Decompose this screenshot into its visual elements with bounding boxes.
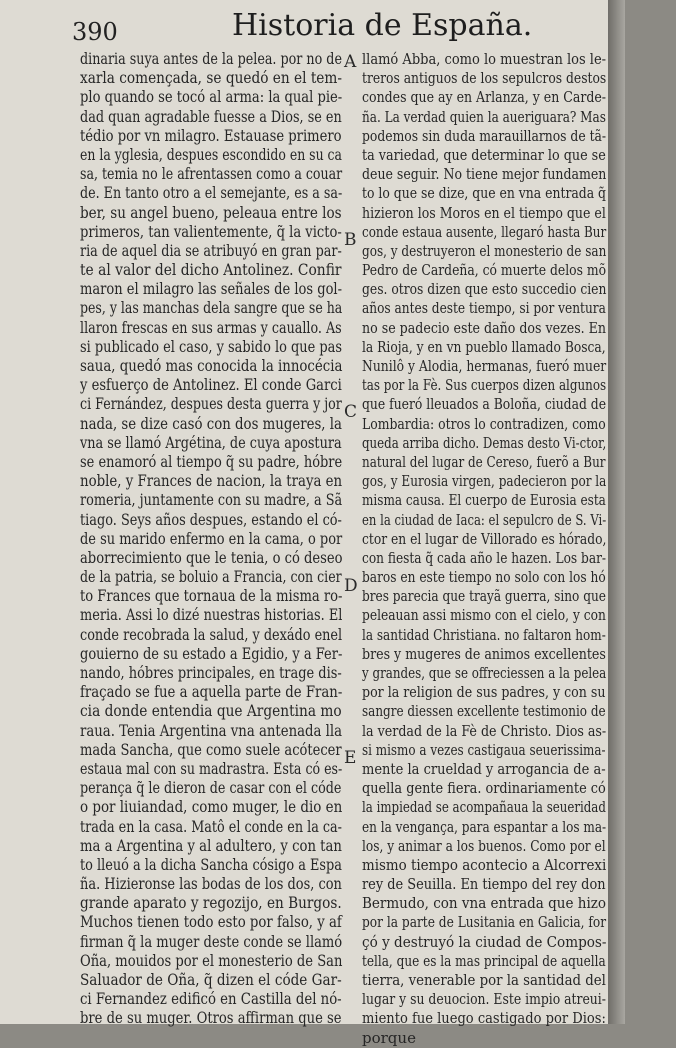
margin-letter-d: D	[344, 576, 358, 596]
text-line-right: gos, y Eurosia virgen, padecieron por la	[362, 472, 607, 491]
text-line-right: y grandes, que se offreciessen a la pelea	[362, 664, 607, 682]
text-line-left: mada Sancha, que como suele acótecer	[80, 740, 342, 759]
text-line-left: ria de aquel dia se atribuyó en gran par-	[80, 241, 342, 260]
text-line-right: çó y destruyó la ciudad de Compos-	[362, 932, 607, 951]
text-line-left: ma a Argentina y al adultero, y con tan	[80, 836, 342, 855]
text-line-right: la impiedad se acompañaua la seueridad	[362, 798, 606, 817]
text-line-left: tiago. Seys años despues, estando el có-	[80, 510, 342, 529]
text-line-left: trada en la casa. Matô el conde en la ca-	[80, 817, 342, 836]
text-line-left: maron el milagro las señales de los gol-	[80, 280, 343, 299]
text-line-left: y esfuerço de Antolinez. El conde Garci	[80, 376, 342, 395]
text-line-left: saua, quedó mas conocida la innocécia	[80, 357, 343, 375]
text-line-left: primeros, tan valientemente, q̃ la victo-	[80, 222, 342, 241]
text-line-left: estaua mal con su madrastra. Esta có es-	[80, 759, 343, 778]
text-line-left: Oña, mouidos por el monesterio de San	[80, 951, 343, 970]
text-line-left: ci Fernandez edificó en Castilla del nó-	[80, 990, 342, 1009]
text-line-right: porque	[362, 1028, 416, 1047]
text-line-right: ta variedad, que determinar lo que se	[362, 145, 606, 164]
text-line-right: to lo que se dize, que en vna entrada q̃	[362, 184, 607, 203]
text-line-left: se enamoró al tiempo q̃ su padre, hóbre	[80, 452, 343, 471]
text-line-left: de la patria, se boluio a Francia, con cier	[80, 568, 342, 587]
text-line-left: grande aparato y regozijo, en Burgos.	[80, 894, 342, 913]
running-head: Historia de España.	[232, 8, 533, 43]
text-line-right: bres y mugeres de animos excellentes	[362, 644, 606, 663]
text-line-left: plo quando se tocó al arma: la qual pie-	[80, 88, 343, 107]
margin-letter-e: E	[344, 748, 357, 768]
text-line-left: raua. Tenia Argentina vna antenada lla	[80, 721, 343, 740]
text-line-left: romeria, juntamente con su madre, a Sã	[80, 491, 343, 510]
text-line-left: Muchos tienen todo esto por falso, y af	[80, 913, 342, 932]
text-line-right: hizieron los Moros en el tiempo que el	[362, 203, 606, 222]
text-line-left: en la yglesia, despues escondido en su ca	[80, 145, 342, 164]
text-line-left: dad quan agradable fuesse a Dios, se en	[80, 107, 342, 126]
text-line-right: treros antiguos de los sepulcros destos	[362, 69, 607, 88]
text-line-left: fraçado se fue a aquella parte de Fran-	[80, 683, 343, 702]
text-line-left: Saluador de Oña, q̃ dizen el códe Gar-	[80, 971, 342, 989]
text-line-right: mismo tiempo acontecio a Alcorrexi	[362, 855, 607, 874]
text-line-right: Pedro de Cardeña, có muerte delos mõ	[362, 261, 607, 280]
text-line-right: que fueró lleuados a Boloña, ciudad de	[362, 395, 607, 414]
text-line-right: en la ciudad de Iaca: el sepulcro de S. Vi-	[362, 510, 607, 529]
text-line-left: conde recobrada la salud, y dexádo enel	[80, 625, 343, 644]
text-line-left: cia donde entendia que Argentina mo	[80, 702, 342, 721]
left-text-column	[80, 50, 404, 1029]
text-line-left: pes, y las manchas dela sangre que se ha	[80, 299, 343, 318]
text-line-left: vna se llamó Argétina, de cuya apostura	[80, 433, 342, 452]
text-line-left: nada, se dize casó con dos mugeres, la	[80, 414, 342, 433]
text-line-right: la Rioja, y en vn pueblo llamado Bosca,	[362, 337, 606, 356]
text-line-left: aborrecimiento que le tenia, o có deseo	[80, 548, 343, 567]
page-number: 390	[72, 18, 118, 46]
text-line-left: to lleuó a la dicha Sancha cósigo a Espa	[80, 855, 342, 874]
text-line-right: años antes deste tiempo, si por ventura	[362, 299, 606, 318]
margin-letter-a: A	[344, 52, 357, 72]
text-line-right: tierra, venerable por la santidad del	[362, 971, 606, 989]
text-line-left: de su marido enfermo en la cama, o por	[80, 529, 343, 548]
text-line-right: queda arriba dicho. Demas desto Vi-ctor,	[362, 433, 607, 452]
text-line-left: perança q̃ le dieron de casar con el códe	[80, 779, 342, 798]
text-line-right: no se padecio este daño dos vezes. En	[362, 318, 607, 337]
text-line-right: ña. La verdad quien la aueriguara? Mas	[362, 107, 606, 126]
text-line-left: firman q̃ la muger deste conde se llamó	[80, 932, 343, 951]
text-line-left: xarla començada, se quedó en el tem-	[80, 69, 342, 88]
text-line-right: en la vengança, para espantar a los ma-	[362, 817, 607, 836]
text-line-left: meria. Assi lo dizé nuestras historias. El	[80, 606, 343, 625]
text-line-right: Nunilô y Alodia, hermanas, fueró muer	[362, 357, 607, 375]
text-line-right: sangre diessen excellente testimonio de	[362, 702, 606, 721]
text-line-left: de. En tanto otro a el semejante, es a sa-	[80, 184, 343, 203]
text-line-left: ci Fernández, despues desta guerra y jor	[80, 395, 342, 414]
text-line-left: noble, y Frances de nacion, la traya en	[80, 472, 343, 491]
text-line-left: ña. Hizieronse las bodas de los dos, con	[80, 875, 342, 894]
text-line-right: ctor en el lugar de Villorado es hórado,	[362, 529, 607, 548]
text-line-right: tas por la Fè. Sus cuerpos dizen algunos	[362, 376, 607, 395]
text-line-right: miento fue luego castigado por Dios:	[362, 1009, 606, 1028]
text-line-right: la verdad de la Fè de Christo. Dios as-	[362, 721, 607, 740]
page-edge-shadow	[608, 0, 625, 1024]
text-line-left: te al valor del dicho Antolinez. Confir	[80, 261, 342, 280]
text-line-right: por la religion de sus padres, y con su	[362, 683, 606, 702]
text-line-right: quella gente fiera. ordinariamente có	[362, 779, 606, 798]
text-line-right: con fiesta q̃ cada año le hazen. Los bar-	[362, 548, 607, 567]
text-line-right: peleauan assi mismo con el cielo, y con	[362, 606, 606, 625]
text-line-left: dinaria suya antes de la pelea. por no de	[80, 50, 342, 68]
text-line-right: Lombardia: otros lo contradizen, como	[362, 414, 606, 433]
text-line-left: si publicado el caso, y sabido lo que pas	[80, 337, 342, 356]
text-line-right: Bermudo, con vna entrada que hizo	[362, 894, 607, 913]
text-line-left: to Frances que tornaua de la misma ro-	[80, 587, 343, 606]
text-line-right: misma causa. El cuerpo de Eurosia esta	[362, 491, 606, 510]
text-line-right: por la parte de Lusitania en Galicia, for	[362, 913, 607, 932]
text-line-right: podemos sin duda marauillarnos de tã-	[362, 126, 607, 145]
text-line-right: mente la crueldad y arrogancia de a-	[362, 759, 606, 778]
text-line-right: lugar y su deuocion. Este impio atreui-	[362, 990, 606, 1009]
text-line-right: natural del lugar de Cereso, fuerõ a Bur	[362, 452, 606, 471]
text-line-right: rey de Seuilla. En tiempo del rey don	[362, 875, 606, 894]
text-line-left: sa, temia no le afrentassen como a couar	[80, 165, 343, 184]
right-text-column	[362, 50, 676, 1048]
text-line-left: o por liuiandad, como muger, le dio en	[80, 798, 343, 817]
text-line-right: bres parecia que trayã guerra, sino que	[362, 587, 606, 606]
text-line-right: los, y animar a los buenos. Como por el	[362, 836, 606, 855]
text-line-left: bre de su muger. Otros affirman que se	[80, 1009, 342, 1028]
text-line-right: llamó Abba, como lo muestran los le-	[362, 50, 607, 68]
text-line-left: gouierno de su estado a Egidio, y a Fer-	[80, 644, 343, 663]
text-line-right: deue seguir. No tiene mejor fundamen	[362, 165, 607, 184]
text-line-left: ber, su angel bueno, peleaua entre los	[80, 203, 342, 222]
text-line-right: si mismo a vezes castigaua seuerissima-	[362, 740, 606, 759]
text-line-right: tella, que es la mas principal de aquella	[362, 951, 606, 970]
page-header	[0, 0, 608, 50]
text-line-right: condes que ay en Arlanza, y en Carde-	[362, 88, 607, 107]
margin-letter-b: B	[344, 230, 357, 250]
text-line-right: baros en este tiempo no solo con los hó	[362, 568, 606, 587]
text-line-left: tédio por vn milagro. Estauase primero	[80, 126, 342, 145]
text-line-left: nando, hóbres principales, en trage dis-	[80, 664, 342, 682]
text-line-left: llaron frescas en sus armas y cauallo. As	[80, 318, 342, 337]
text-line-right: gos, y destruyeron el monesterio de san	[362, 241, 607, 260]
margin-letter-c: C	[344, 402, 358, 422]
text-line-right: ges. otros dizen que esto succedio cien	[362, 280, 607, 299]
text-line-right: conde estaua ausente, llegaró hasta Bur	[362, 222, 607, 241]
text-line-right: la santidad Christiana. no faltaron hom-	[362, 625, 606, 644]
